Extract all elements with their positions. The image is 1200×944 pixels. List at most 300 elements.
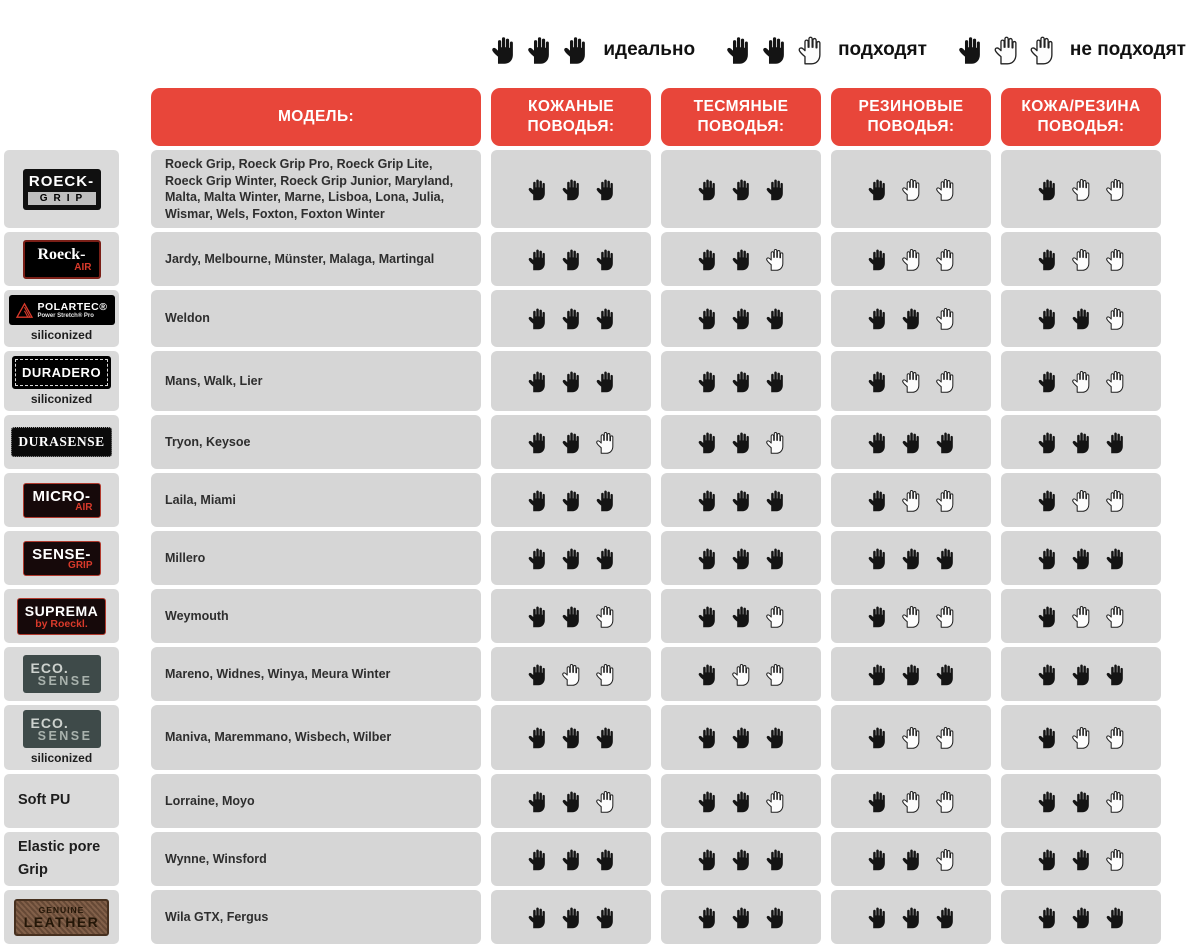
model-cell bbox=[151, 647, 481, 701]
rating-cell-webbing bbox=[661, 705, 821, 770]
rating-cell-webbing bbox=[661, 351, 821, 411]
rating-cell-webbing bbox=[661, 647, 821, 701]
material-cell bbox=[4, 531, 119, 585]
hand-outline-icon bbox=[993, 34, 1020, 66]
hand-filled-icon bbox=[1037, 662, 1058, 687]
column-header-leather-reins bbox=[491, 88, 651, 146]
hand-filled-icon bbox=[697, 604, 718, 629]
hand-outline-icon bbox=[935, 725, 956, 750]
hand-filled-icon bbox=[595, 488, 616, 513]
logo-subtext: SENSE bbox=[37, 674, 93, 688]
hand-outline-icon bbox=[935, 177, 956, 202]
hand-outline-icon bbox=[1071, 488, 1092, 513]
hand-filled-icon bbox=[867, 725, 888, 750]
rating-cell-leather bbox=[491, 832, 651, 886]
rating-cell-leather bbox=[491, 415, 651, 469]
logo-text: MICRO- bbox=[32, 487, 91, 505]
hand-outline-icon bbox=[901, 177, 922, 202]
rating-cell-leather_rubber bbox=[1001, 415, 1161, 469]
hand-filled-icon bbox=[1037, 789, 1058, 814]
hand-filled-icon bbox=[725, 34, 752, 66]
hand-outline-icon bbox=[561, 662, 582, 687]
hand-filled-icon bbox=[1071, 905, 1092, 930]
hand-outline-icon bbox=[1105, 604, 1126, 629]
hand-filled-icon bbox=[1071, 546, 1092, 571]
hand-filled-icon bbox=[731, 905, 752, 930]
hand-filled-icon bbox=[527, 905, 548, 930]
logo-text: DURASENSE bbox=[18, 434, 105, 449]
model-cell bbox=[151, 890, 481, 944]
hand-filled-icon bbox=[697, 430, 718, 455]
column-header-model bbox=[151, 88, 481, 146]
hand-filled-icon bbox=[561, 247, 582, 272]
hand-outline-icon bbox=[935, 847, 956, 872]
logo-text: ECO. bbox=[30, 660, 69, 676]
hand-filled-icon bbox=[765, 905, 786, 930]
hand-outline-icon bbox=[1029, 34, 1056, 66]
hand-filled-icon bbox=[697, 306, 718, 331]
logo-subtext: LEATHER bbox=[23, 913, 100, 930]
rating-cell-webbing bbox=[661, 290, 821, 347]
material-logo-eco-sense bbox=[23, 710, 101, 748]
hand-filled-icon bbox=[901, 905, 922, 930]
hand-filled-icon bbox=[561, 488, 582, 513]
material-cell bbox=[4, 774, 119, 828]
hand-filled-icon bbox=[595, 905, 616, 930]
rating-cell-webbing bbox=[661, 589, 821, 643]
rating-cell-leather_rubber bbox=[1001, 832, 1161, 886]
rating-cell-leather_rubber bbox=[1001, 232, 1161, 286]
hand-filled-icon bbox=[761, 34, 788, 66]
rating-cell-webbing bbox=[661, 415, 821, 469]
model-cell bbox=[151, 774, 481, 828]
rating-cell-rubber bbox=[831, 232, 991, 286]
hand-outline-icon bbox=[901, 604, 922, 629]
hand-filled-icon bbox=[1071, 662, 1092, 687]
material-cell bbox=[4, 351, 119, 411]
material-cell bbox=[4, 415, 119, 469]
hand-filled-icon bbox=[561, 847, 582, 872]
legend-label: подходят bbox=[838, 39, 927, 60]
hand-outline-icon bbox=[935, 604, 956, 629]
hand-filled-icon bbox=[765, 306, 786, 331]
hand-filled-icon bbox=[867, 488, 888, 513]
hand-outline-icon bbox=[765, 430, 786, 455]
hand-filled-icon bbox=[697, 488, 718, 513]
rating-cell-rubber bbox=[831, 473, 991, 527]
logo-subtext: by Roeckl. bbox=[35, 617, 88, 630]
hand-filled-icon bbox=[731, 847, 752, 872]
hand-filled-icon bbox=[1037, 369, 1058, 394]
material-logo-duradero bbox=[12, 356, 111, 389]
hand-filled-icon bbox=[697, 789, 718, 814]
hand-filled-icon bbox=[1071, 789, 1092, 814]
hand-filled-icon bbox=[1037, 546, 1058, 571]
material-logo-sense-grip bbox=[23, 541, 101, 576]
hand-outline-icon bbox=[1105, 789, 1126, 814]
model-names: Tryon, Keysoe bbox=[165, 434, 251, 449]
column-header-rubber-reins bbox=[831, 88, 991, 146]
hand-filled-icon bbox=[731, 247, 752, 272]
logo-subtext: AIR bbox=[74, 261, 92, 273]
hand-filled-icon bbox=[731, 306, 752, 331]
rating-cell-rubber bbox=[831, 150, 991, 228]
hand-filled-icon bbox=[1037, 847, 1058, 872]
hand-outline-icon bbox=[1105, 306, 1126, 331]
logo-text: DURADERO bbox=[21, 365, 102, 380]
material-cell bbox=[4, 705, 119, 770]
material-cell bbox=[4, 150, 119, 228]
hand-filled-icon bbox=[697, 662, 718, 687]
hand-outline-icon bbox=[1105, 369, 1126, 394]
hand-filled-icon bbox=[595, 369, 616, 394]
rating-cell-leather_rubber bbox=[1001, 473, 1161, 527]
legend-hands bbox=[725, 34, 824, 66]
hand-outline-icon bbox=[765, 662, 786, 687]
rating-cell-leather bbox=[491, 150, 651, 228]
model-cell bbox=[151, 832, 481, 886]
hand-filled-icon bbox=[561, 725, 582, 750]
hand-filled-icon bbox=[765, 725, 786, 750]
hand-filled-icon bbox=[561, 430, 582, 455]
column-header-webbing-reins bbox=[661, 88, 821, 146]
model-names: Laila, Miami bbox=[165, 492, 236, 507]
model-names: Wynne, Winsford bbox=[165, 851, 267, 866]
logo-text: Roeck- bbox=[37, 245, 86, 263]
rating-cell-leather_rubber bbox=[1001, 647, 1161, 701]
hand-outline-icon bbox=[731, 662, 752, 687]
rating-cell-rubber bbox=[831, 351, 991, 411]
rating-cell-webbing bbox=[661, 832, 821, 886]
logo-text: ROECK- bbox=[28, 172, 95, 190]
hand-filled-icon bbox=[595, 247, 616, 272]
hand-filled-icon bbox=[1071, 430, 1092, 455]
hand-outline-icon bbox=[765, 604, 786, 629]
logo-subtext: SENSE bbox=[37, 729, 93, 743]
hand-outline-icon bbox=[901, 789, 922, 814]
legend-hands bbox=[957, 34, 1056, 66]
rating-cell-leather_rubber bbox=[1001, 290, 1161, 347]
hand-filled-icon bbox=[697, 369, 718, 394]
hand-filled-icon bbox=[1071, 847, 1092, 872]
hand-outline-icon bbox=[1071, 177, 1092, 202]
model-names: Weldon bbox=[165, 311, 210, 326]
hand-filled-icon bbox=[697, 247, 718, 272]
hand-filled-icon bbox=[697, 177, 718, 202]
hand-filled-icon bbox=[527, 430, 548, 455]
rating-cell-rubber bbox=[831, 290, 991, 347]
logo-text: POLARTEC® bbox=[37, 301, 108, 313]
rating-cell-leather_rubber bbox=[1001, 150, 1161, 228]
model-names: Roeck Grip, Roeck Grip Pro, Roeck Grip Lite, Roeck Grip Winter, Roeck Grip Junior, Maryland, Malta, Malta Winter, Marne, Lisboa, Lona, Julia, Wismar, Wels, Foxton, Foxton Winter bbox=[165, 157, 454, 221]
material-cell bbox=[4, 589, 119, 643]
model-cell bbox=[151, 290, 481, 347]
hand-filled-icon bbox=[697, 905, 718, 930]
model-cell bbox=[151, 415, 481, 469]
hand-outline-icon bbox=[901, 725, 922, 750]
legend-item bbox=[490, 34, 695, 66]
hand-filled-icon bbox=[527, 604, 548, 629]
hand-filled-icon bbox=[765, 847, 786, 872]
hand-outline-icon bbox=[595, 662, 616, 687]
rating-cell-webbing bbox=[661, 473, 821, 527]
hand-filled-icon bbox=[957, 34, 984, 66]
model-names: Weymouth bbox=[165, 608, 229, 623]
hand-filled-icon bbox=[527, 662, 548, 687]
hand-filled-icon bbox=[1105, 546, 1126, 571]
hand-filled-icon bbox=[731, 369, 752, 394]
hand-filled-icon bbox=[1037, 430, 1058, 455]
rating-cell-webbing bbox=[661, 774, 821, 828]
model-cell bbox=[151, 351, 481, 411]
logo-subtext: Power Stretch® Pro bbox=[37, 313, 94, 319]
rating-cell-rubber bbox=[831, 415, 991, 469]
rating-cell-leather_rubber bbox=[1001, 589, 1161, 643]
material-logo-polartec bbox=[9, 295, 115, 325]
polartec-triangle-icon bbox=[16, 303, 33, 318]
hand-filled-icon bbox=[526, 34, 553, 66]
hand-filled-icon bbox=[595, 847, 616, 872]
hand-filled-icon bbox=[1037, 177, 1058, 202]
hand-filled-icon bbox=[561, 369, 582, 394]
hand-outline-icon bbox=[1105, 177, 1126, 202]
hand-outline-icon bbox=[765, 247, 786, 272]
rating-cell-rubber bbox=[831, 890, 991, 944]
legend-label: идеально bbox=[603, 39, 696, 60]
rating-cell-leather_rubber bbox=[1001, 351, 1161, 411]
column-header-leather-rubber-reins bbox=[1001, 88, 1161, 146]
hand-filled-icon bbox=[1105, 662, 1126, 687]
rating-cell-leather bbox=[491, 774, 651, 828]
hand-filled-icon bbox=[901, 847, 922, 872]
rating-cell-leather bbox=[491, 232, 651, 286]
rating-cell-leather_rubber bbox=[1001, 705, 1161, 770]
hand-outline-icon bbox=[901, 488, 922, 513]
hand-outline-icon bbox=[595, 430, 616, 455]
model-names: Maniva, Maremmano, Wisbech, Wilber bbox=[165, 730, 392, 745]
hand-filled-icon bbox=[561, 789, 582, 814]
hand-filled-icon bbox=[935, 546, 956, 571]
hand-filled-icon bbox=[765, 546, 786, 571]
rating-cell-rubber bbox=[831, 705, 991, 770]
model-cell bbox=[151, 705, 481, 770]
material-label: Elastic pore bbox=[18, 838, 101, 855]
comparison-table bbox=[4, 88, 1161, 944]
model-cell bbox=[151, 473, 481, 527]
rating-cell-leather_rubber bbox=[1001, 774, 1161, 828]
hand-filled-icon bbox=[1037, 247, 1058, 272]
hand-filled-icon bbox=[765, 177, 786, 202]
material-cell bbox=[4, 232, 119, 286]
column-header-label: КОЖАНЫЕ ПОВОДЬЯ: bbox=[527, 97, 615, 135]
hand-filled-icon bbox=[561, 905, 582, 930]
hand-filled-icon bbox=[595, 546, 616, 571]
legend-hands bbox=[490, 34, 589, 66]
hand-filled-icon bbox=[561, 306, 582, 331]
material-logo-eco-sense bbox=[23, 655, 101, 693]
material-cell bbox=[4, 473, 119, 527]
logo-subtext: GRIP bbox=[28, 192, 96, 205]
hand-filled-icon bbox=[867, 546, 888, 571]
rating-cell-leather bbox=[491, 351, 651, 411]
column-header-label: РЕЗИНОВЫЕ ПОВОДЬЯ: bbox=[858, 97, 964, 135]
rating-cell-leather bbox=[491, 589, 651, 643]
hand-filled-icon bbox=[901, 546, 922, 571]
hand-filled-icon bbox=[867, 177, 888, 202]
hand-filled-icon bbox=[867, 247, 888, 272]
hand-filled-icon bbox=[867, 369, 888, 394]
hand-outline-icon bbox=[1071, 725, 1092, 750]
column-header-label: МОДЕЛЬ: bbox=[277, 107, 355, 125]
model-cell bbox=[151, 150, 481, 228]
hand-filled-icon bbox=[490, 34, 517, 66]
material-cell bbox=[4, 290, 119, 347]
hand-filled-icon bbox=[527, 725, 548, 750]
rating-cell-leather_rubber bbox=[1001, 531, 1161, 585]
hand-filled-icon bbox=[935, 662, 956, 687]
hand-filled-icon bbox=[901, 430, 922, 455]
rating-cell-leather bbox=[491, 531, 651, 585]
hand-filled-icon bbox=[765, 488, 786, 513]
hand-filled-icon bbox=[595, 725, 616, 750]
hand-filled-icon bbox=[867, 662, 888, 687]
rating-cell-leather bbox=[491, 647, 651, 701]
logo-subtext: GRIP bbox=[68, 559, 93, 571]
rating-cell-leather bbox=[491, 705, 651, 770]
material-cell bbox=[4, 647, 119, 701]
hand-filled-icon bbox=[867, 789, 888, 814]
rating-cell-rubber bbox=[831, 531, 991, 585]
hand-filled-icon bbox=[527, 177, 548, 202]
logo-text: GENUINE bbox=[38, 904, 85, 915]
hand-filled-icon bbox=[1037, 488, 1058, 513]
hand-outline-icon bbox=[901, 247, 922, 272]
hand-outline-icon bbox=[1071, 369, 1092, 394]
hand-filled-icon bbox=[765, 369, 786, 394]
hand-outline-icon bbox=[1071, 604, 1092, 629]
hand-outline-icon bbox=[1105, 725, 1126, 750]
material-cell bbox=[4, 832, 119, 886]
hand-outline-icon bbox=[1105, 247, 1126, 272]
hand-filled-icon bbox=[561, 604, 582, 629]
hand-filled-icon bbox=[867, 430, 888, 455]
hand-outline-icon bbox=[595, 789, 616, 814]
logo-subtext: AIR bbox=[75, 501, 93, 513]
hand-filled-icon bbox=[697, 546, 718, 571]
logo-text: SUPREMA bbox=[24, 602, 99, 619]
rating-cell-webbing bbox=[661, 531, 821, 585]
hand-filled-icon bbox=[867, 306, 888, 331]
hand-filled-icon bbox=[527, 369, 548, 394]
legend-item bbox=[957, 34, 1186, 66]
legend-label: не подходят bbox=[1069, 39, 1186, 60]
hand-filled-icon bbox=[1105, 430, 1126, 455]
hand-outline-icon bbox=[1071, 247, 1092, 272]
hand-filled-icon bbox=[527, 546, 548, 571]
material-logo-micro-air bbox=[23, 483, 101, 518]
model-cell bbox=[151, 531, 481, 585]
hand-filled-icon bbox=[1037, 306, 1058, 331]
hand-filled-icon bbox=[935, 430, 956, 455]
hand-filled-icon bbox=[527, 847, 548, 872]
hand-filled-icon bbox=[697, 725, 718, 750]
hand-filled-icon bbox=[731, 604, 752, 629]
material-caption: siliconized bbox=[30, 328, 93, 342]
rating-cell-rubber bbox=[831, 647, 991, 701]
material-label: Soft PU bbox=[18, 792, 71, 809]
hand-outline-icon bbox=[595, 604, 616, 629]
material-logo-roeck-grip bbox=[23, 169, 101, 210]
hand-outline-icon bbox=[935, 789, 956, 814]
hand-filled-icon bbox=[561, 177, 582, 202]
rating-cell-rubber bbox=[831, 589, 991, 643]
rating-cell-leather bbox=[491, 473, 651, 527]
rating-cell-webbing bbox=[661, 150, 821, 228]
hand-filled-icon bbox=[731, 546, 752, 571]
model-cell bbox=[151, 232, 481, 286]
material-cell bbox=[4, 890, 119, 944]
hand-filled-icon bbox=[595, 306, 616, 331]
hand-outline-icon bbox=[935, 369, 956, 394]
material-logo-suprema bbox=[17, 598, 107, 635]
hand-filled-icon bbox=[595, 177, 616, 202]
hand-outline-icon bbox=[901, 369, 922, 394]
hand-outline-icon bbox=[935, 306, 956, 331]
hand-filled-icon bbox=[867, 847, 888, 872]
hand-filled-icon bbox=[562, 34, 589, 66]
hand-filled-icon bbox=[731, 177, 752, 202]
hand-outline-icon bbox=[1105, 847, 1126, 872]
rating-cell-rubber bbox=[831, 832, 991, 886]
material-logo-roeck-air bbox=[23, 240, 101, 279]
logo-text: SENSE- bbox=[32, 545, 91, 563]
legend bbox=[0, 34, 1186, 66]
hand-filled-icon bbox=[731, 725, 752, 750]
hand-filled-icon bbox=[1037, 725, 1058, 750]
material-logo-durasense bbox=[11, 427, 111, 457]
hand-outline-icon bbox=[797, 34, 824, 66]
hand-filled-icon bbox=[527, 488, 548, 513]
hand-filled-icon bbox=[527, 789, 548, 814]
hand-outline-icon bbox=[935, 247, 956, 272]
hand-filled-icon bbox=[731, 789, 752, 814]
hand-filled-icon bbox=[561, 546, 582, 571]
rating-cell-leather_rubber bbox=[1001, 890, 1161, 944]
rating-cell-leather bbox=[491, 890, 651, 944]
model-cell bbox=[151, 589, 481, 643]
material-caption: siliconized bbox=[30, 751, 93, 765]
hand-filled-icon bbox=[935, 905, 956, 930]
hand-filled-icon bbox=[867, 905, 888, 930]
model-names: Lorraine, Moyo bbox=[165, 793, 255, 808]
rating-cell-webbing bbox=[661, 890, 821, 944]
rating-cell-leather bbox=[491, 290, 651, 347]
hand-outline-icon bbox=[765, 789, 786, 814]
hand-filled-icon bbox=[1037, 604, 1058, 629]
rating-cell-webbing bbox=[661, 232, 821, 286]
hand-filled-icon bbox=[731, 430, 752, 455]
hand-filled-icon bbox=[1037, 905, 1058, 930]
model-names: Wila GTX, Fergus bbox=[165, 909, 269, 924]
material-caption: siliconized bbox=[30, 392, 93, 406]
hand-filled-icon bbox=[867, 604, 888, 629]
legend-item bbox=[725, 34, 927, 66]
hand-filled-icon bbox=[1105, 905, 1126, 930]
material-logo-leather bbox=[14, 899, 110, 936]
hand-outline-icon bbox=[935, 488, 956, 513]
hand-filled-icon bbox=[901, 306, 922, 331]
rating-cell-rubber bbox=[831, 774, 991, 828]
